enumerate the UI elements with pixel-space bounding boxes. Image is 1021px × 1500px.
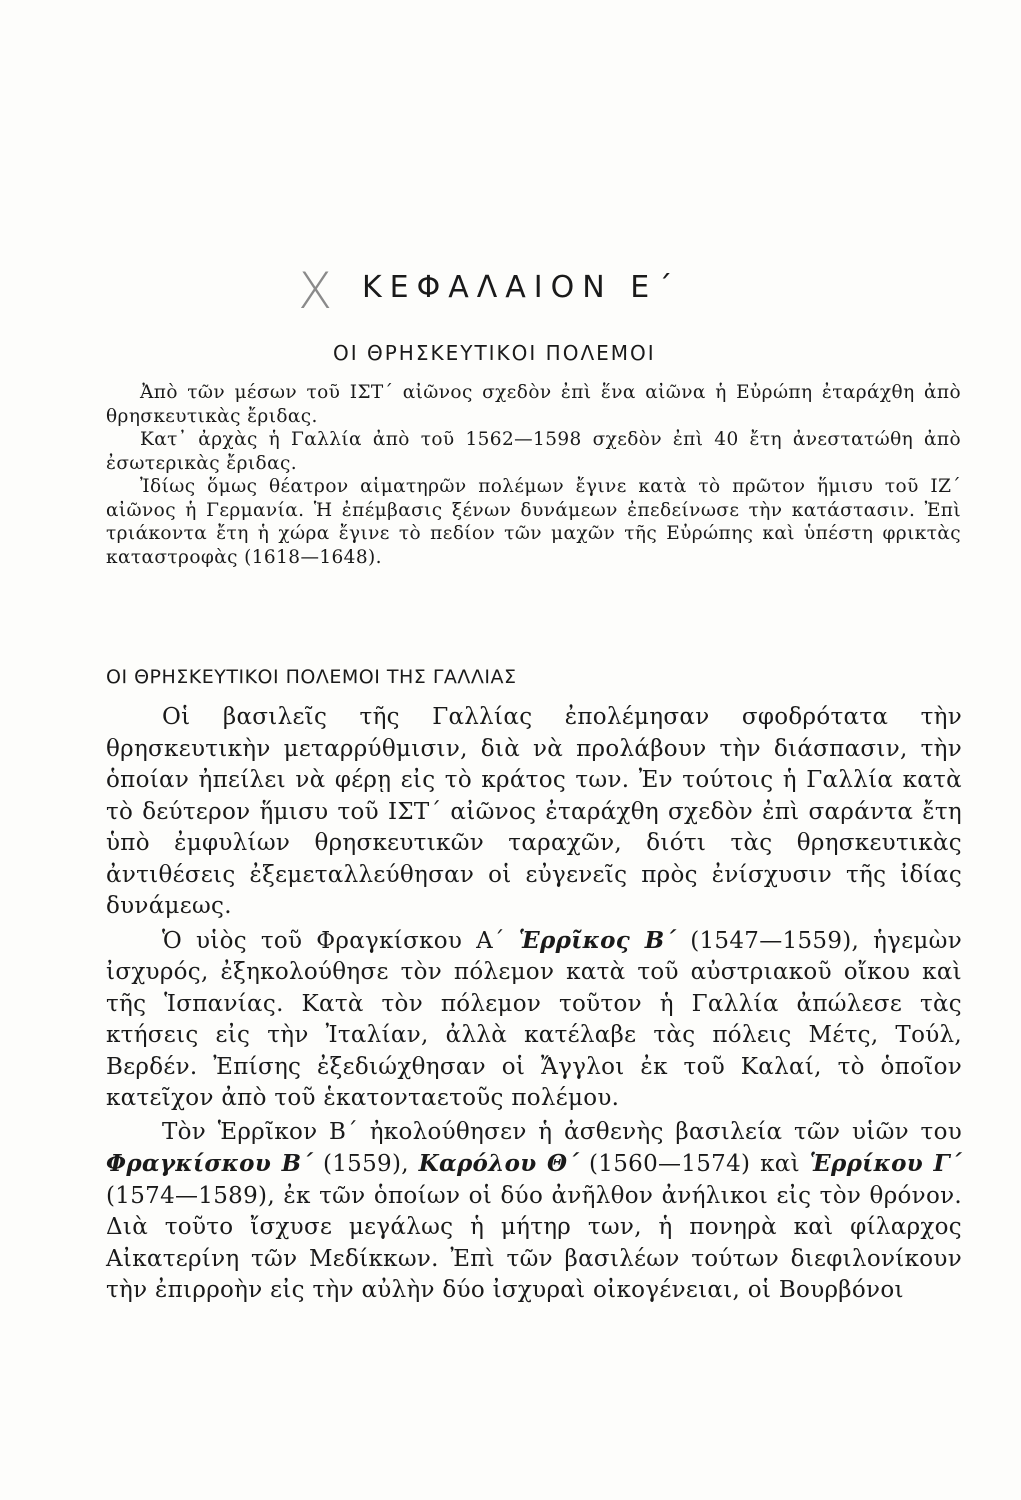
chapter-heading: ΚΕΦΑΛΑΙΟΝ Ε΄ <box>362 270 681 305</box>
section-heading: ΟΙ ΘΡΗΣΚΕΥΤΙΚΟΙ ΠΟΛΕΜΟΙ ΤΗΣ ΓΑΛΛΙΑΣ <box>106 666 517 688</box>
section-body <box>106 702 962 1307</box>
king-name: Καρόλου Θ΄ <box>418 1150 580 1177</box>
king-name: Ἑρρίκου Γ΄ <box>809 1150 962 1177</box>
intro-paragraph: Ἰδίως ὅμως θέατρον αἱματηρῶν πολέμων ἔγινε κατὰ τὸ πρῶτον ἥμισυ τοῦ ΙΖ΄ αἰῶνος ἡ Γερμανία. Ἡ ἐπέμβασις ξένων δυνάμεων ἐπεδείνωσε τὴν κατάστασιν. Ἐπὶ τριάκοντα ἔτη ἡ χώρα ἔγινε τὸ πεδίον τῶν μαχῶν τῆς Εὐρώπης καὶ ὑπέστη φρικτὰς καταστροφὰς (1618—1648). <box>106 476 961 568</box>
body-paragraph <box>106 925 962 1115</box>
text-run: (1559), <box>313 1151 419 1177</box>
body-paragraph <box>106 1117 962 1307</box>
chapter-intro <box>106 381 961 569</box>
pencil-mark: X <box>298 262 333 320</box>
text-run: (1574—1589), ἐκ τῶν ὁποίων οἱ δύο ἀνῆλθον ἀνήλικοι εἰς τὸν θρόνον. Διὰ τοῦτο ἴσχυσε μεγάλως ἡ μήτηρ των, ἡ πονηρὰ καὶ φίλαρχος Αἰκατερίνη τῶν Μεδίκκων. Ἐπὶ τῶν βασιλέων τούτων διεφιλονίκουν τὴν ἐπιρροὴν εἰς τὴν αὐλὴν δύο ἰσχυραὶ οἰκογένειαι, οἱ Βουρβόνοι <box>106 1182 962 1303</box>
body-paragraph: Οἱ βασιλεῖς τῆς Γαλλίας ἐπολέμησαν σφοδρότατα τὴν θρησκευτικὴν μεταρρύθμισιν, διὰ νὰ προλάβουν τὴν διάσπασιν, τὴν ὁποίαν ἠπείλει νὰ φέρῃ εἰς τὸ κράτος των. Ἐν τούτοις ἡ Γαλλία κατὰ τὸ δεύτερον ἥμισυ τοῦ ΙΣΤ΄ αἰῶνος ἐταράχθη σχεδὸν ἐπὶ σαράντα ἔτη ὑπὸ ἐμφυλίων θρησκευτικῶν ταραχῶν, διότι τὰς θρησκευτικὰς ἀντιθέσεις ἐξεμεταλλεύθησαν οἱ εὐγενεῖς πρὸς ἐνίσχυσιν τῆς ἰδίας δυνάμεως. <box>106 704 962 919</box>
text-run: (1560—1574) καὶ <box>579 1151 810 1177</box>
intro-paragraph: Κατ᾽ ἀρχὰς ἡ Γαλλία ἀπὸ τοῦ 1562—1598 σχεδὸν ἐπὶ 40 ἔτη ἀνεστατώθη ἀπὸ ἐσωτερικὰς ἔριδας. <box>106 429 961 474</box>
text-run: (1547—1559), ἡγεμὼν ἰσχυρός, ἐξηκολούθησε τὸν πόλεμον κατὰ τοῦ αὐστριακοῦ οἴκου καὶ τῆς Ἱσπανίας. Κατὰ τὸν πόλεμον τοῦτον ἡ Γαλλία ἀπώλεσε τὰς κτήσεις εἰς τὴν Ἰταλίαν, ἀλλὰ κατέλαβε τὰς πόλεις Μέτς, Τούλ, Βερδέν. Ἐπίσης ἐξεδιώχθησαν οἱ Ἄγγλοι ἐκ τοῦ Καλαί, τὸ ὁποῖον κατεῖχον ἀπὸ τοῦ ἑκατονταετοῦς πολέμου. <box>106 927 963 1111</box>
intro-paragraph: Ἀπὸ τῶν μέσων τοῦ ΙΣΤ΄ αἰῶνος σχεδὸν ἐπὶ ἕνα αἰῶνα ἡ Εὐρώπη ἐταράχθη ἀπὸ θρησκευτικὰς ἔριδας. <box>106 382 961 427</box>
king-name: Ἑρρῖκος Β΄ <box>518 926 677 954</box>
chapter-title: ΟΙ ΘΡΗΣΚΕΥΤΙΚΟΙ ΠΟΛΕΜΟΙ <box>333 341 656 365</box>
text-run: Τὸν Ἑρρῖκον Β΄ ἠκολούθησεν ἡ ἀσθενὴς βασιλεία τῶν υἱῶν του <box>162 1118 962 1145</box>
text-run: Ὁ υἱὸς τοῦ Φραγκίσκου Α΄ <box>162 927 519 954</box>
king-name: Φραγκίσκου Β΄ <box>106 1150 314 1177</box>
